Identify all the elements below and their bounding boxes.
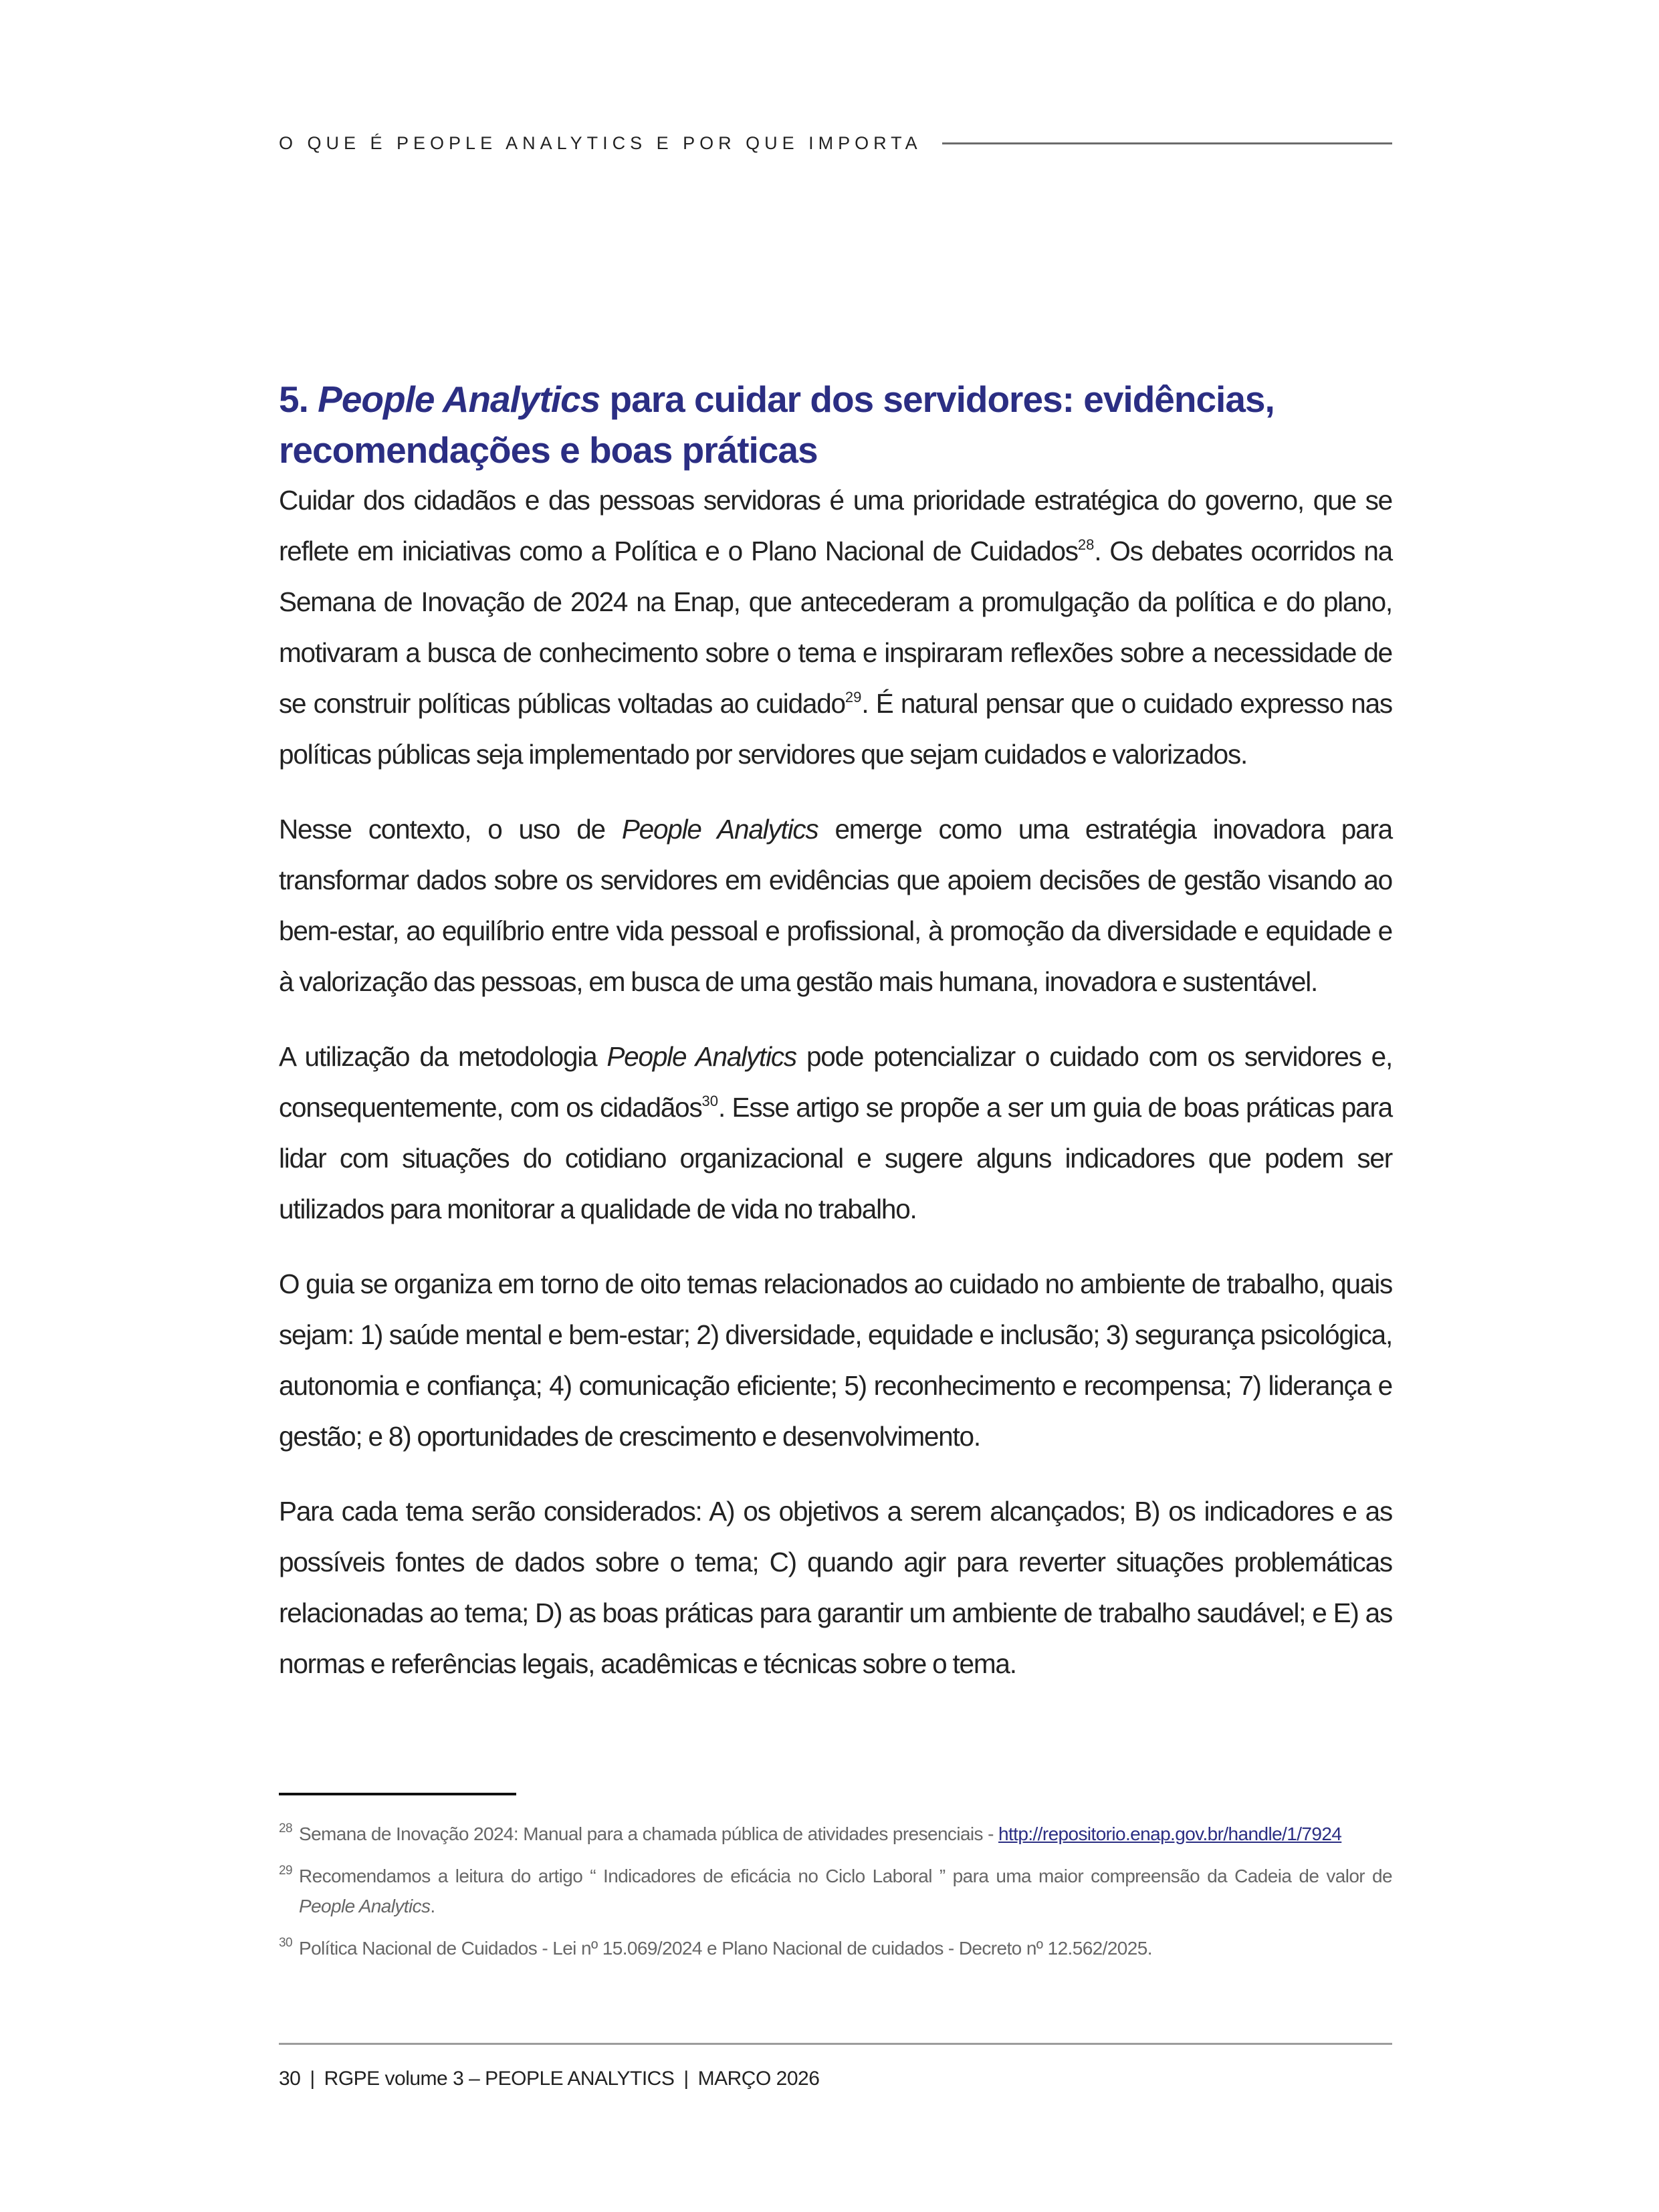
footnote-ref-30[interactable]: 30 [701, 1093, 719, 1109]
footnote-separator [279, 1793, 516, 1795]
footnote-number: 29 [279, 1864, 292, 1878]
paragraph-2-text-a: Nesse contexto, o uso de [279, 814, 622, 845]
footnote-link[interactable]: http://repositorio.enap.gov.br/handle/1/7924 [998, 1823, 1342, 1844]
paragraph-2-text-b: emerge como uma estratégia inovadora para transformar dados sobre os servidores em evidências que apoiem decisões de gestão visando ao bem-estar, ao equilíbrio entre vida pessoal e profissional, à promoção da diversidade e equidade e à valorização das pessoas, em busca de uma gestão mais humana, inovadora e sustentável. [279, 814, 1392, 997]
footnote-28 [279, 1819, 1392, 1849]
footer-separator: | [683, 2068, 689, 2090]
body-text [279, 475, 1392, 1713]
footnote-30 [279, 1933, 1392, 1963]
footnote-text: Política Nacional de Cuidados - Lei nº 15.069/2024 e Plano Nacional de cuidados - Decreto nº 12.562/2025. [299, 1938, 1152, 1959]
page-footer [279, 2068, 819, 2090]
footnotes [279, 1819, 1392, 1975]
footer-separator: | [310, 2068, 315, 2090]
paragraph-1-text-c: . É natural pensar que o cuidado expresso nas políticas públicas seja implementado por servidores que sejam cuidados e valorizados. [279, 688, 1392, 770]
paragraph-3-text-a: A utilização da metodologia [279, 1041, 607, 1072]
paragraph-1-text-a: Cuidar dos cidadãos e das pessoas servidoras é uma prioridade estratégica do governo, que se reflete em iniciativas como a Política e o Plano Nacional de Cuidados [279, 485, 1392, 566]
publication-title: RGPE volume 3 – PEOPLE ANALYTICS [324, 2068, 675, 2090]
paragraph-4: O guia se organiza em torno de oito temas relacionados ao cuidado no ambiente de trabalho, quais sejam: 1) saúde mental e bem-estar; 2) diversidade, equidade e inclusão; 3) segurança psicológica, autonomia e confiança; 4) comunicação eficiente; 5) reconhecimento e recompensa; 7) liderança e gestão; e 8) oportunidades de crescimento e desenvolvimento. [279, 1268, 1392, 1452]
paragraph-1 [279, 475, 1392, 780]
footnote-text: Recomendamos a leitura do artigo “ Indicadores de eficácia no Ciclo Laboral ” para uma maior compreensão da Cadeia de valor de [299, 1866, 1392, 1886]
section-title-rest: para cuidar dos servidores: evidências, recomendações e boas práticas [279, 378, 1275, 471]
section-title [279, 374, 1392, 475]
footnote-italic: People Analytics [299, 1896, 431, 1916]
running-header-rule [942, 142, 1392, 144]
footer-rule [279, 2043, 1392, 2045]
running-header [279, 131, 1392, 155]
running-header-title: O QUE É PEOPLE ANALYTICS E POR QUE IMPORTA [279, 132, 922, 153]
paragraph-2-italic: People Analytics [621, 814, 818, 845]
section-title-italic: People Analytics [318, 378, 600, 420]
paragraph-1-text-b: . Os debates ocorridos na Semana de Inovação de 2024 na Enap, que antecederam a promulgação da política e do plano, motivaram a busca de conhecimento sobre o tema e inspiraram reflexões sobre a necessidade de se construir políticas públicas voltadas ao cuidado [279, 536, 1392, 719]
paragraph-3 [279, 1031, 1392, 1234]
paragraph-3-text-b: pode potencializar o cuidado com os servidores e, consequentemente, com os cidadãos [279, 1041, 1392, 1123]
footnote-text: Semana de Inovação 2024: Manual para a chamada pública de atividades presenciais - [299, 1823, 999, 1844]
paragraph-2 [279, 804, 1392, 1007]
paragraph-3-italic: People Analytics [606, 1041, 796, 1072]
publication-date: MARÇO 2026 [697, 2068, 820, 2090]
footnote-number: 28 [279, 1821, 292, 1836]
footnote-number: 30 [279, 1936, 292, 1950]
section-number: 5. [279, 378, 308, 420]
page-number: 30 [279, 2068, 301, 2090]
footnote-end: . [430, 1896, 435, 1916]
paragraph-3-text-c: . Esse artigo se propõe a ser um guia de boas práticas para lidar com situações do cotidiano organizacional e sugere alguns indicadores que podem ser utilizados para monitorar a qualidade de vida no trabalho. [279, 1092, 1392, 1224]
footnote-29 [279, 1861, 1392, 1921]
footnote-ref-29[interactable]: 29 [845, 689, 862, 705]
paragraph-5: Para cada tema serão considerados: A) os objetivos a serem alcançados; B) os indicadores e as possíveis fontes de dados sobre o tema; C) quando agir para reverter situações problemáticas relacionadas ao tema; D) as boas práticas para garantir um ambiente de trabalho saudável; e E) as normas e referências legais, acadêmicas e técnicas sobre o tema. [279, 1496, 1392, 1679]
footnote-ref-28[interactable]: 28 [1077, 536, 1095, 553]
